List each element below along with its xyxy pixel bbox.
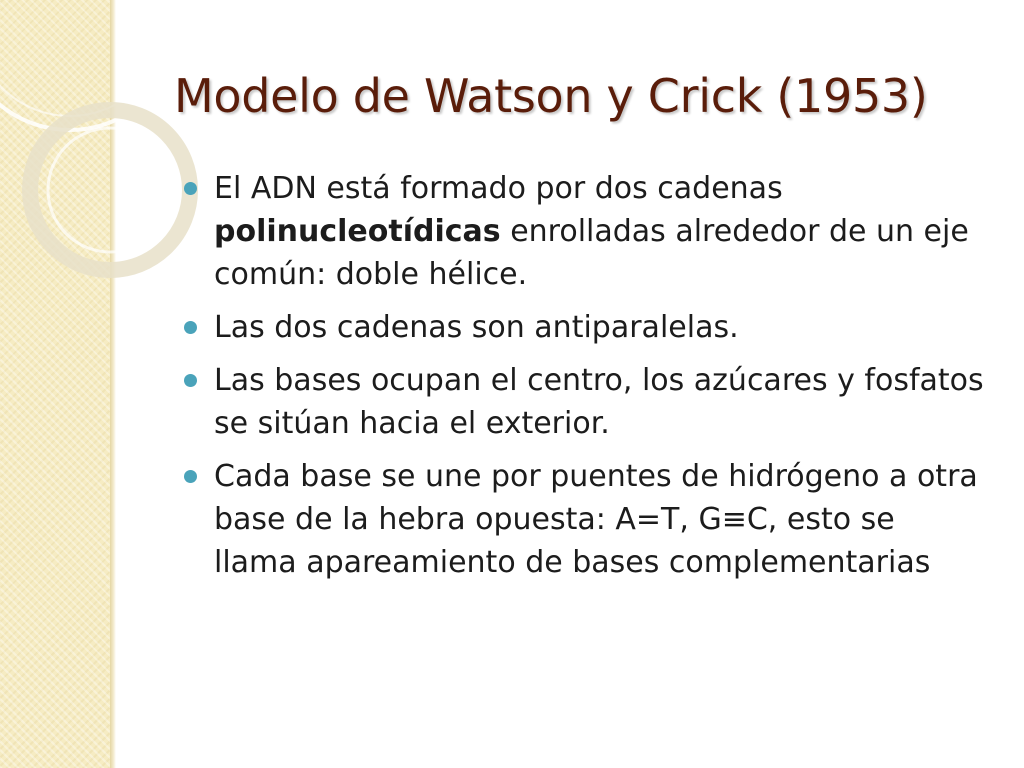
circle-bullet-icon xyxy=(184,470,197,483)
bullet-item xyxy=(184,359,984,445)
bullet-text: Cada base se une por puentes de hidrógeno a otra base de la hebra opuesta: A=T, G≡C, esto se llama apareamiento de bases complementarias xyxy=(214,459,978,580)
bullet-text: Las bases ocupan el centro, los azúcares y fosfatos se sitúan hacia el exterior. xyxy=(214,363,984,441)
decorative-left-band xyxy=(0,0,110,768)
circle-bullet-icon xyxy=(184,321,197,334)
bullet-bold-term: polinucleotídicas xyxy=(214,214,501,249)
bullet-item xyxy=(184,167,984,296)
bullet-text-part: enrolladas alrededor de un eje común: doble hélice. xyxy=(214,214,969,292)
circle-bullet-icon xyxy=(184,182,197,195)
circle-bullet-icon xyxy=(184,374,197,387)
bullet-item xyxy=(184,455,984,584)
bullet-text: Las dos cadenas son antiparalelas. xyxy=(214,310,739,345)
bullet-list xyxy=(184,167,984,594)
bullet-text-part: El ADN está formado por dos cadenas xyxy=(214,171,783,206)
bullet-item xyxy=(184,306,984,349)
band-edge-shadow xyxy=(110,0,116,768)
slide-title: Modelo de Watson y Crick (1953) xyxy=(174,69,928,123)
